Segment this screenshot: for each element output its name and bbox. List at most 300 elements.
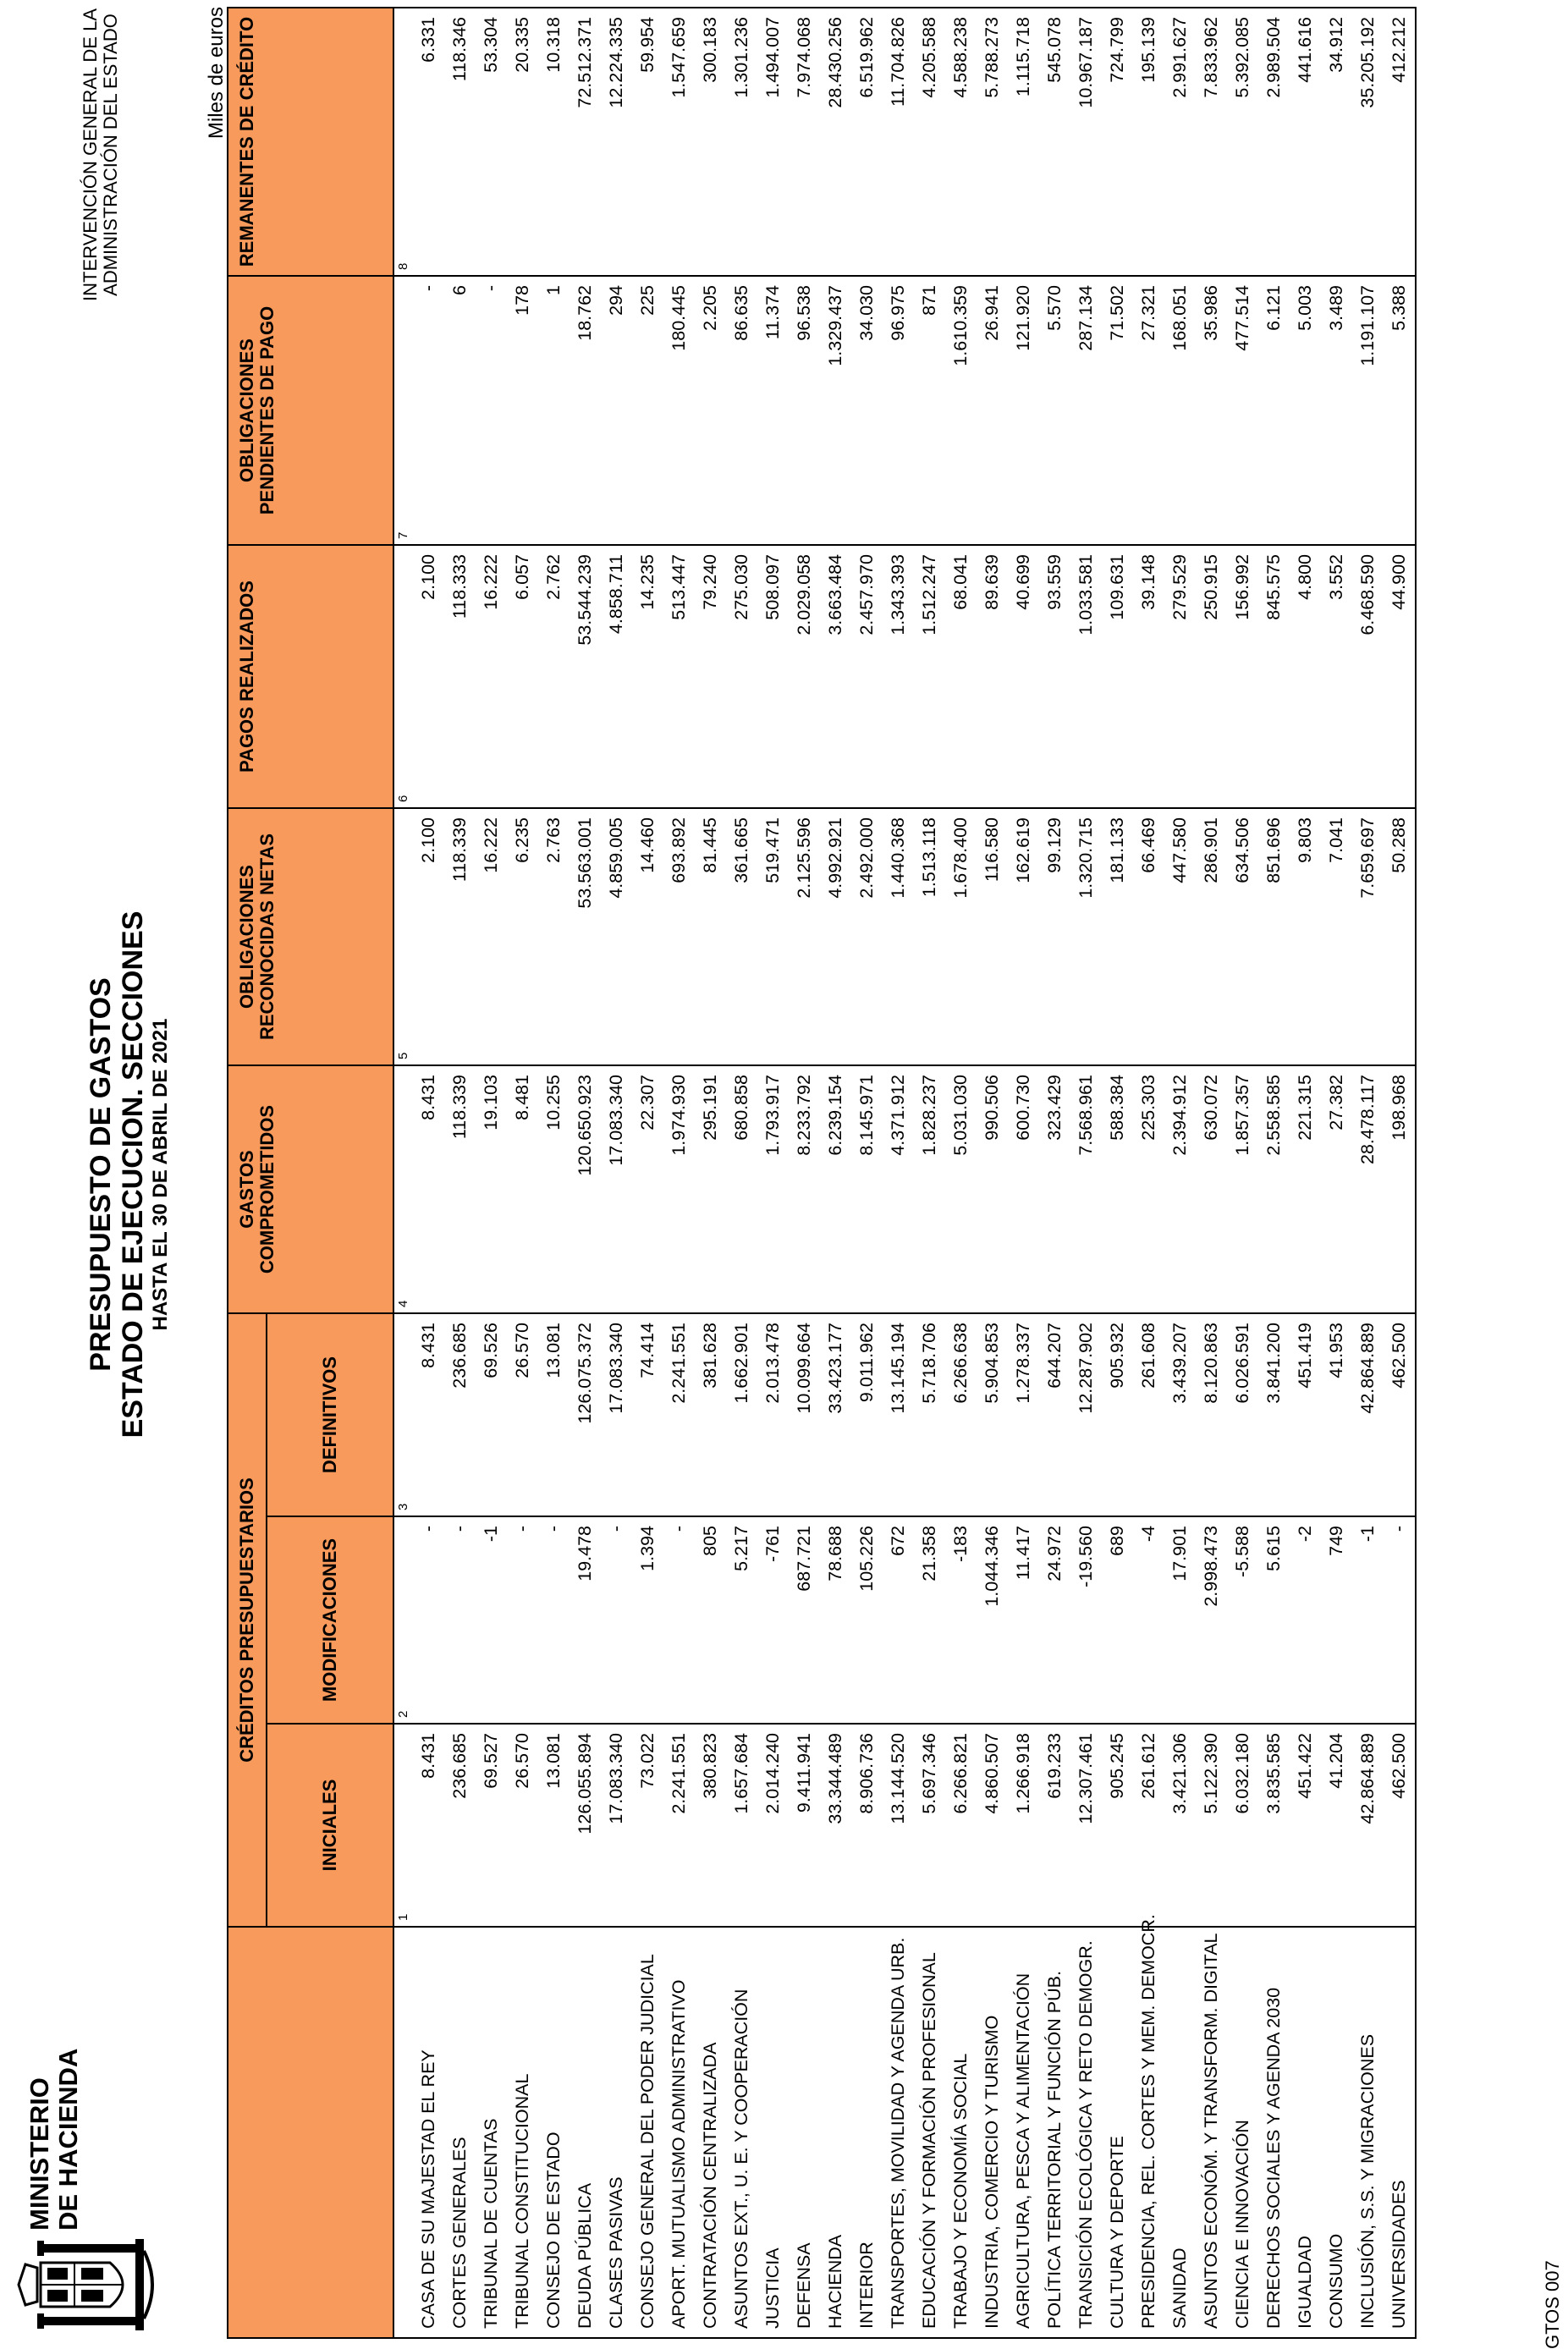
amount-cell: 2.100 xyxy=(413,808,444,1065)
amount-cell: 40.699 xyxy=(1008,545,1039,808)
amount-cell: 805 xyxy=(695,1516,726,1724)
section-name-cell: CASA DE SU MAJESTAD EL REY xyxy=(413,1927,444,2338)
amount-cell: 2.998.473 xyxy=(1196,1516,1227,1724)
amount-cell: 3.663.484 xyxy=(820,545,851,808)
amount-cell: 1.793.917 xyxy=(757,1065,789,1313)
amount-cell: 5.388 xyxy=(1384,276,1416,545)
amount-cell: 261.612 xyxy=(1133,1724,1164,1927)
amount-cell: 118.339 xyxy=(444,1065,476,1313)
title-line-1: PRESUPUESTO DE GASTOS xyxy=(85,977,117,1372)
section-name-cell: TRABAJO Y ECONOMÍA SOCIAL xyxy=(945,1927,977,2338)
amount-cell: 13.144.520 xyxy=(883,1724,914,1927)
amount-cell: 96.975 xyxy=(883,276,914,545)
budget-execution-table xyxy=(227,7,1417,2339)
units-label: Miles de euros xyxy=(205,7,228,140)
section-name-cell: CONSUMO xyxy=(1321,1927,1352,2338)
amount-cell: 35.205.192 xyxy=(1352,8,1384,276)
amount-cell: 44.900 xyxy=(1384,545,1416,808)
amount-cell: 5.697.346 xyxy=(914,1724,945,1927)
amount-cell: 6.026.591 xyxy=(1227,1313,1258,1516)
amount-cell: 39.148 xyxy=(1133,545,1164,808)
amount-cell: 1.610.359 xyxy=(945,276,977,545)
amount-cell: 13.081 xyxy=(538,1313,569,1516)
amount-cell: - xyxy=(1384,1516,1416,1724)
table-row xyxy=(695,8,726,2338)
amount-cell: 9.803 xyxy=(1290,808,1321,1065)
amount-cell: 7.041 xyxy=(1321,808,1352,1065)
amount-cell: -761 xyxy=(757,1516,789,1724)
amount-cell: 72.512.371 xyxy=(569,8,601,276)
amount-cell: - xyxy=(444,1516,476,1724)
section-name-cell: CORTES GENERALES xyxy=(444,1927,476,2338)
amount-cell: 2.014.240 xyxy=(757,1724,789,1927)
amount-cell: 11.704.826 xyxy=(883,8,914,276)
amount-cell: 66.469 xyxy=(1133,808,1164,1065)
amount-cell: 27.382 xyxy=(1321,1065,1352,1313)
amount-cell: 4.800 xyxy=(1290,545,1321,808)
section-name-cell: CONSEJO DE ESTADO xyxy=(538,1927,569,2338)
amount-cell: 236.685 xyxy=(444,1313,476,1516)
table-row xyxy=(1070,8,1102,2338)
amount-cell: 693.892 xyxy=(663,808,695,1065)
amount-cell: 4.992.921 xyxy=(820,808,851,1065)
section-name-cell: IGUALDAD xyxy=(1290,1927,1321,2338)
amount-cell: 990.506 xyxy=(977,1065,1008,1313)
amount-cell: 73.022 xyxy=(632,1724,663,1927)
amount-cell: 53.304 xyxy=(476,8,507,276)
table-row xyxy=(757,8,789,2338)
section-name-cell: UNIVERSIDADES xyxy=(1384,1927,1416,2338)
ministry-line-2: DE HACIENDA xyxy=(53,2048,83,2231)
issuing-office-line-1: INTERVENCIÓN GENERAL DE LA xyxy=(80,8,101,301)
amount-cell: 27.321 xyxy=(1133,276,1164,545)
table-row xyxy=(851,8,883,2338)
amount-cell: 10.255 xyxy=(538,1065,569,1313)
amount-cell: 6.239.154 xyxy=(820,1065,851,1313)
amount-cell: 42.864.889 xyxy=(1352,1313,1384,1516)
section-name-cell: CLASES PASIVAS xyxy=(601,1927,632,2338)
column-number: 3 xyxy=(393,1313,413,1516)
amount-cell: 81.445 xyxy=(695,808,726,1065)
header-remanentes-credito: REMANENTES DE CRÉDITO xyxy=(228,8,393,276)
section-name-cell: APORT. MUTUALISMO ADMINISTRATIVO xyxy=(663,1927,695,2338)
table-row xyxy=(1227,8,1258,2338)
section-name-cell: ASUNTOS EXT., U. E. Y COOPERACIÓN xyxy=(726,1927,757,2338)
amount-cell: 295.191 xyxy=(695,1065,726,1313)
amount-cell: 126.075.372 xyxy=(569,1313,601,1516)
amount-cell: 1.857.357 xyxy=(1227,1065,1258,1313)
column-number: 7 xyxy=(393,276,413,545)
amount-cell: 20.335 xyxy=(507,8,538,276)
amount-cell: 261.608 xyxy=(1133,1313,1164,1516)
amount-cell: 6.032.180 xyxy=(1227,1724,1258,1927)
amount-cell: 1.440.368 xyxy=(883,808,914,1065)
amount-cell: 8.120.863 xyxy=(1196,1313,1227,1516)
amount-cell: - xyxy=(663,1516,695,1724)
amount-cell: 10.099.664 xyxy=(789,1313,820,1516)
amount-cell: 8.431 xyxy=(413,1724,444,1927)
table-row xyxy=(569,8,601,2338)
amount-cell: -4 xyxy=(1133,1516,1164,1724)
amount-cell: 1.512.247 xyxy=(914,545,945,808)
amount-cell: 156.992 xyxy=(1227,545,1258,808)
amount-cell: 5.615 xyxy=(1258,1516,1290,1724)
amount-cell: 9.411.941 xyxy=(789,1724,820,1927)
column-number-empty xyxy=(393,1927,413,2338)
amount-cell: -19.560 xyxy=(1070,1516,1102,1724)
amount-cell: 634.506 xyxy=(1227,808,1258,1065)
amount-cell: 2.241.551 xyxy=(663,1313,695,1516)
amount-cell: 9.011.962 xyxy=(851,1313,883,1516)
amount-cell: 34.912 xyxy=(1321,8,1352,276)
amount-cell: 4.371.912 xyxy=(883,1065,914,1313)
amount-cell: 905.932 xyxy=(1102,1313,1133,1516)
amount-cell: 19.478 xyxy=(569,1516,601,1724)
column-number: 4 xyxy=(393,1065,413,1313)
table-row xyxy=(820,8,851,2338)
amount-cell: 116.580 xyxy=(977,808,1008,1065)
amount-cell: 286.901 xyxy=(1196,808,1227,1065)
table-row xyxy=(1258,8,1290,2338)
amount-cell: 672 xyxy=(883,1516,914,1724)
document-title xyxy=(85,0,173,2349)
amount-cell: 12.224.335 xyxy=(601,8,632,276)
table-row xyxy=(632,8,663,2338)
amount-cell: 845.575 xyxy=(1258,545,1290,808)
amount-cell: 1.494.007 xyxy=(757,8,789,276)
amount-cell: 1.394 xyxy=(632,1516,663,1724)
amount-cell: 294 xyxy=(601,276,632,545)
table-row xyxy=(945,8,977,2338)
amount-cell: 689 xyxy=(1102,1516,1133,1724)
amount-cell: 6.266.638 xyxy=(945,1313,977,1516)
amount-cell: 6.331 xyxy=(413,8,444,276)
amount-cell: 680.858 xyxy=(726,1065,757,1313)
amount-cell: 5.031.030 xyxy=(945,1065,977,1313)
header-gastos-comprometidos: GASTOS COMPROMETIDOS xyxy=(228,1065,393,1313)
amount-cell: 5.392.085 xyxy=(1227,8,1258,276)
amount-cell: 17.083.340 xyxy=(601,1724,632,1927)
amount-cell: 323.429 xyxy=(1039,1065,1070,1313)
amount-cell: 4.859.005 xyxy=(601,808,632,1065)
section-name-cell: DEUDA PÚBLICA xyxy=(569,1927,601,2338)
amount-cell: 619.233 xyxy=(1039,1724,1070,1927)
amount-cell: 71.502 xyxy=(1102,276,1133,545)
section-name-cell: CONSEJO GENERAL DEL PODER JUDICIAL xyxy=(632,1927,663,2338)
amount-cell: 96.538 xyxy=(789,276,820,545)
amount-cell: 6.121 xyxy=(1258,276,1290,545)
header-obligaciones-reconocidas: OBLIGACIONES RECONOCIDAS NETAS xyxy=(228,808,393,1065)
amount-cell: 8.145.971 xyxy=(851,1065,883,1313)
amount-cell: 178 xyxy=(507,276,538,545)
amount-cell: 5.570 xyxy=(1039,276,1070,545)
amount-cell: 17.083.340 xyxy=(601,1313,632,1516)
amount-cell: 12.307.461 xyxy=(1070,1724,1102,1927)
amount-cell: 22.307 xyxy=(632,1065,663,1313)
amount-cell: 749 xyxy=(1321,1516,1352,1724)
amount-cell: 1.343.393 xyxy=(883,545,914,808)
section-name-cell: TRANSPORTES, MOVILIDAD Y AGENDA URB. xyxy=(883,1927,914,2338)
amount-cell: 6.235 xyxy=(507,808,538,1065)
amount-cell: 287.134 xyxy=(1070,276,1102,545)
amount-cell: 19.103 xyxy=(476,1065,507,1313)
document-code: GTOS 007 xyxy=(1542,2260,1563,2349)
amount-cell: 905.245 xyxy=(1102,1724,1133,1927)
amount-cell: 225.303 xyxy=(1133,1065,1164,1313)
amount-cell: 1.301.236 xyxy=(726,8,757,276)
section-name-cell: CIENCIA E INNOVACIÓN xyxy=(1227,1927,1258,2338)
amount-cell: 34.030 xyxy=(851,276,883,545)
amount-cell: 11.417 xyxy=(1008,1516,1039,1724)
amount-cell: 1.115.718 xyxy=(1008,8,1039,276)
column-number: 1 xyxy=(393,1724,413,1927)
header-section-column xyxy=(228,1927,393,2338)
table-row xyxy=(914,8,945,2338)
amount-cell: 3.552 xyxy=(1321,545,1352,808)
amount-cell: 447.580 xyxy=(1164,808,1196,1065)
amount-cell: 79.240 xyxy=(695,545,726,808)
amount-cell: 630.072 xyxy=(1196,1065,1227,1313)
section-name-cell: DEFENSA xyxy=(789,1927,820,2338)
amount-cell: 1.044.346 xyxy=(977,1516,1008,1724)
amount-cell: 1.320.715 xyxy=(1070,808,1102,1065)
amount-cell: 14.235 xyxy=(632,545,663,808)
issuing-office-line-2: ADMINISTRACIÓN DEL ESTADO xyxy=(100,14,121,296)
amount-cell: 33.344.489 xyxy=(820,1724,851,1927)
table-row xyxy=(538,8,569,2338)
amount-cell: 451.422 xyxy=(1290,1724,1321,1927)
amount-cell: 78.688 xyxy=(820,1516,851,1724)
amount-cell: 1 xyxy=(538,276,569,545)
amount-cell: 16.222 xyxy=(476,808,507,1065)
amount-cell: 380.823 xyxy=(695,1724,726,1927)
section-name-cell: JUSTICIA xyxy=(757,1927,789,2338)
amount-cell: 644.207 xyxy=(1039,1313,1070,1516)
amount-cell: 21.358 xyxy=(914,1516,945,1724)
amount-cell: 6.057 xyxy=(507,545,538,808)
section-name-cell: POLÍTICA TERRITORIAL Y FUNCIÓN PÚB. xyxy=(1039,1927,1070,2338)
amount-cell: 1.033.581 xyxy=(1070,545,1102,808)
header-obligaciones-pendientes: OBLIGACIONES PENDIENTES DE PAGO xyxy=(228,276,393,545)
amount-cell: 118.339 xyxy=(444,808,476,1065)
amount-cell: 462.500 xyxy=(1384,1724,1416,1927)
amount-cell: 2.762 xyxy=(538,545,569,808)
amount-cell: 5.003 xyxy=(1290,276,1321,545)
section-name-cell: DERECHOS SOCIALES Y AGENDA 2030 xyxy=(1258,1927,1290,2338)
amount-cell: 2.100 xyxy=(413,545,444,808)
amount-cell: 2.394.912 xyxy=(1164,1065,1196,1313)
amount-cell: 871 xyxy=(914,276,945,545)
amount-cell: 851.696 xyxy=(1258,808,1290,1065)
amount-cell: 508.097 xyxy=(757,545,789,808)
amount-cell: 2.989.504 xyxy=(1258,8,1290,276)
column-number: 8 xyxy=(393,8,413,276)
amount-cell: 16.222 xyxy=(476,545,507,808)
amount-cell: 1.828.237 xyxy=(914,1065,945,1313)
table-row xyxy=(1039,8,1070,2338)
ministry-name xyxy=(25,2049,83,2231)
amount-cell: 2.125.596 xyxy=(789,808,820,1065)
amount-cell: 26.941 xyxy=(977,276,1008,545)
amount-cell: 4.588.238 xyxy=(945,8,977,276)
amount-cell: - xyxy=(538,1516,569,1724)
amount-cell: 1.266.918 xyxy=(1008,1724,1039,1927)
amount-cell: 477.514 xyxy=(1227,276,1258,545)
amount-cell: -2 xyxy=(1290,1516,1321,1724)
amount-cell: 5.788.273 xyxy=(977,8,1008,276)
amount-cell: 74.414 xyxy=(632,1313,663,1516)
table-row xyxy=(601,8,632,2338)
table-row xyxy=(1352,8,1384,2338)
amount-cell: 5.718.706 xyxy=(914,1313,945,1516)
header-modificaciones: MODIFICACIONES xyxy=(267,1516,393,1724)
amount-cell: 8.233.792 xyxy=(789,1065,820,1313)
amount-cell: 69.526 xyxy=(476,1313,507,1516)
amount-cell: 11.374 xyxy=(757,276,789,545)
amount-cell: 168.051 xyxy=(1164,276,1196,545)
amount-cell: 18.762 xyxy=(569,276,601,545)
amount-cell: 4.860.507 xyxy=(977,1724,1008,1927)
amount-cell: 513.447 xyxy=(663,545,695,808)
table-row xyxy=(1008,8,1039,2338)
amount-cell: 1.678.400 xyxy=(945,808,977,1065)
amount-cell: 5.122.390 xyxy=(1196,1724,1227,1927)
amount-cell: 1.657.684 xyxy=(726,1724,757,1927)
table-row xyxy=(977,8,1008,2338)
amount-cell: 451.419 xyxy=(1290,1313,1321,1516)
column-number-row xyxy=(393,8,413,2338)
section-name-cell: INDUSTRIA, COMERCIO Y TURISMO xyxy=(977,1927,1008,2338)
amount-cell: 2.029.058 xyxy=(789,545,820,808)
amount-cell: 53.563.001 xyxy=(569,808,601,1065)
amount-cell: 2.492.000 xyxy=(851,808,883,1065)
header-iniciales: INICIALES xyxy=(267,1724,393,1927)
amount-cell: 8.431 xyxy=(413,1065,444,1313)
amount-cell: 12.287.902 xyxy=(1070,1313,1102,1516)
amount-cell: 89.639 xyxy=(977,545,1008,808)
amount-cell: 8.906.736 xyxy=(851,1724,883,1927)
amount-cell: 2.241.551 xyxy=(663,1724,695,1927)
table-row xyxy=(1133,8,1164,2338)
amount-cell: 3.439.207 xyxy=(1164,1313,1196,1516)
amount-cell: 26.570 xyxy=(507,1724,538,1927)
amount-cell: 412.212 xyxy=(1384,8,1416,276)
amount-cell: 17.901 xyxy=(1164,1516,1196,1724)
amount-cell: 105.226 xyxy=(851,1516,883,1724)
amount-cell: 6 xyxy=(444,276,476,545)
section-name-cell: HACIENDA xyxy=(820,1927,851,2338)
amount-cell: 5.217 xyxy=(726,1516,757,1724)
amount-cell: 69.527 xyxy=(476,1724,507,1927)
amount-cell: 2.558.585 xyxy=(1258,1065,1290,1313)
amount-cell: 7.568.961 xyxy=(1070,1065,1102,1313)
amount-cell: 2.205 xyxy=(695,276,726,545)
table-row xyxy=(1290,8,1321,2338)
amount-cell: 1.547.659 xyxy=(663,8,695,276)
header-creditos-presupuestarios: CRÉDITOS PRESUPUESTARIOS xyxy=(228,1313,267,1927)
amount-cell: 35.986 xyxy=(1196,276,1227,545)
table-row xyxy=(726,8,757,2338)
header-pagos-realizados: PAGOS REALIZADOS xyxy=(228,545,393,808)
amount-cell: 3.835.585 xyxy=(1258,1724,1290,1927)
amount-cell: 59.954 xyxy=(632,8,663,276)
amount-cell: 50.288 xyxy=(1384,808,1416,1065)
amount-cell: - xyxy=(413,276,444,545)
amount-cell: 10.318 xyxy=(538,8,569,276)
amount-cell: 42.864.889 xyxy=(1352,1724,1384,1927)
amount-cell: 195.139 xyxy=(1133,8,1164,276)
amount-cell: 1.662.901 xyxy=(726,1313,757,1516)
amount-cell: 600.730 xyxy=(1008,1065,1039,1313)
header-row-1 xyxy=(228,8,267,2338)
amount-cell: 198.968 xyxy=(1384,1065,1416,1313)
amount-cell: 14.460 xyxy=(632,808,663,1065)
section-name-cell: EDUCACIÓN Y FORMACIÓN PROFESIONAL xyxy=(914,1927,945,2338)
section-name-cell: INCLUSIÓN, S.S. Y MIGRACIONES xyxy=(1352,1927,1384,2338)
amount-cell: 1.329.437 xyxy=(820,276,851,545)
section-name-cell: TRANSICIÓN ECOLÓGICA Y RETO DEMOGR. xyxy=(1070,1927,1102,2338)
amount-cell: -183 xyxy=(945,1516,977,1724)
amount-cell: 41.953 xyxy=(1321,1313,1352,1516)
amount-cell: 8.431 xyxy=(413,1313,444,1516)
amount-cell: 2.763 xyxy=(538,808,569,1065)
amount-cell: - xyxy=(413,1516,444,1724)
amount-cell: 26.570 xyxy=(507,1313,538,1516)
amount-cell: 13.145.194 xyxy=(883,1313,914,1516)
amount-cell: 279.529 xyxy=(1164,545,1196,808)
amount-cell: 118.333 xyxy=(444,545,476,808)
section-name-cell: TRIBUNAL CONSTITUCIONAL xyxy=(507,1927,538,2338)
amount-cell: 441.616 xyxy=(1290,8,1321,276)
title-line-3: HASTA EL 30 DE ABRIL DE 2021 xyxy=(149,1018,172,1331)
section-name-cell: PRESIDENCIA, REL. CORTES Y MEM. DEMOCR. xyxy=(1133,1927,1164,2338)
section-name-cell: CONTRATACIÓN CENTRALIZADA xyxy=(695,1927,726,2338)
amount-cell: 2.457.970 xyxy=(851,545,883,808)
amount-cell: 221.315 xyxy=(1290,1065,1321,1313)
amount-cell: - xyxy=(507,1516,538,1724)
amount-cell: 250.915 xyxy=(1196,545,1227,808)
table-row xyxy=(1321,8,1352,2338)
amount-cell: -5.588 xyxy=(1227,1516,1258,1724)
section-name-cell: INTERIOR xyxy=(851,1927,883,2338)
amount-cell: 381.628 xyxy=(695,1313,726,1516)
amount-cell: 99.129 xyxy=(1039,808,1070,1065)
amount-cell: 4.205.588 xyxy=(914,8,945,276)
issuing-office xyxy=(80,8,121,301)
amount-cell: 162.619 xyxy=(1008,808,1039,1065)
amount-cell: 53.544.239 xyxy=(569,545,601,808)
amount-cell: 28.430.256 xyxy=(820,8,851,276)
section-name-cell: CULTURA Y DEPORTE xyxy=(1102,1927,1133,2338)
amount-cell: 7.659.697 xyxy=(1352,808,1384,1065)
amount-cell: 3.841.200 xyxy=(1258,1313,1290,1516)
column-number: 6 xyxy=(393,545,413,808)
amount-cell: 519.471 xyxy=(757,808,789,1065)
amount-cell: 3.489 xyxy=(1321,276,1352,545)
table-row xyxy=(1164,8,1196,2338)
table-row xyxy=(444,8,476,2338)
amount-cell: 4.858.711 xyxy=(601,545,632,808)
amount-cell: 109.631 xyxy=(1102,545,1133,808)
amount-cell: 3.421.306 xyxy=(1164,1724,1196,1927)
amount-cell: 5.904.853 xyxy=(977,1313,1008,1516)
amount-cell: 6.519.962 xyxy=(851,8,883,276)
amount-cell: 181.133 xyxy=(1102,808,1133,1065)
amount-cell: 86.635 xyxy=(726,276,757,545)
amount-cell: 1.191.107 xyxy=(1352,276,1384,545)
amount-cell: 361.665 xyxy=(726,808,757,1065)
amount-cell: 545.078 xyxy=(1039,8,1070,276)
